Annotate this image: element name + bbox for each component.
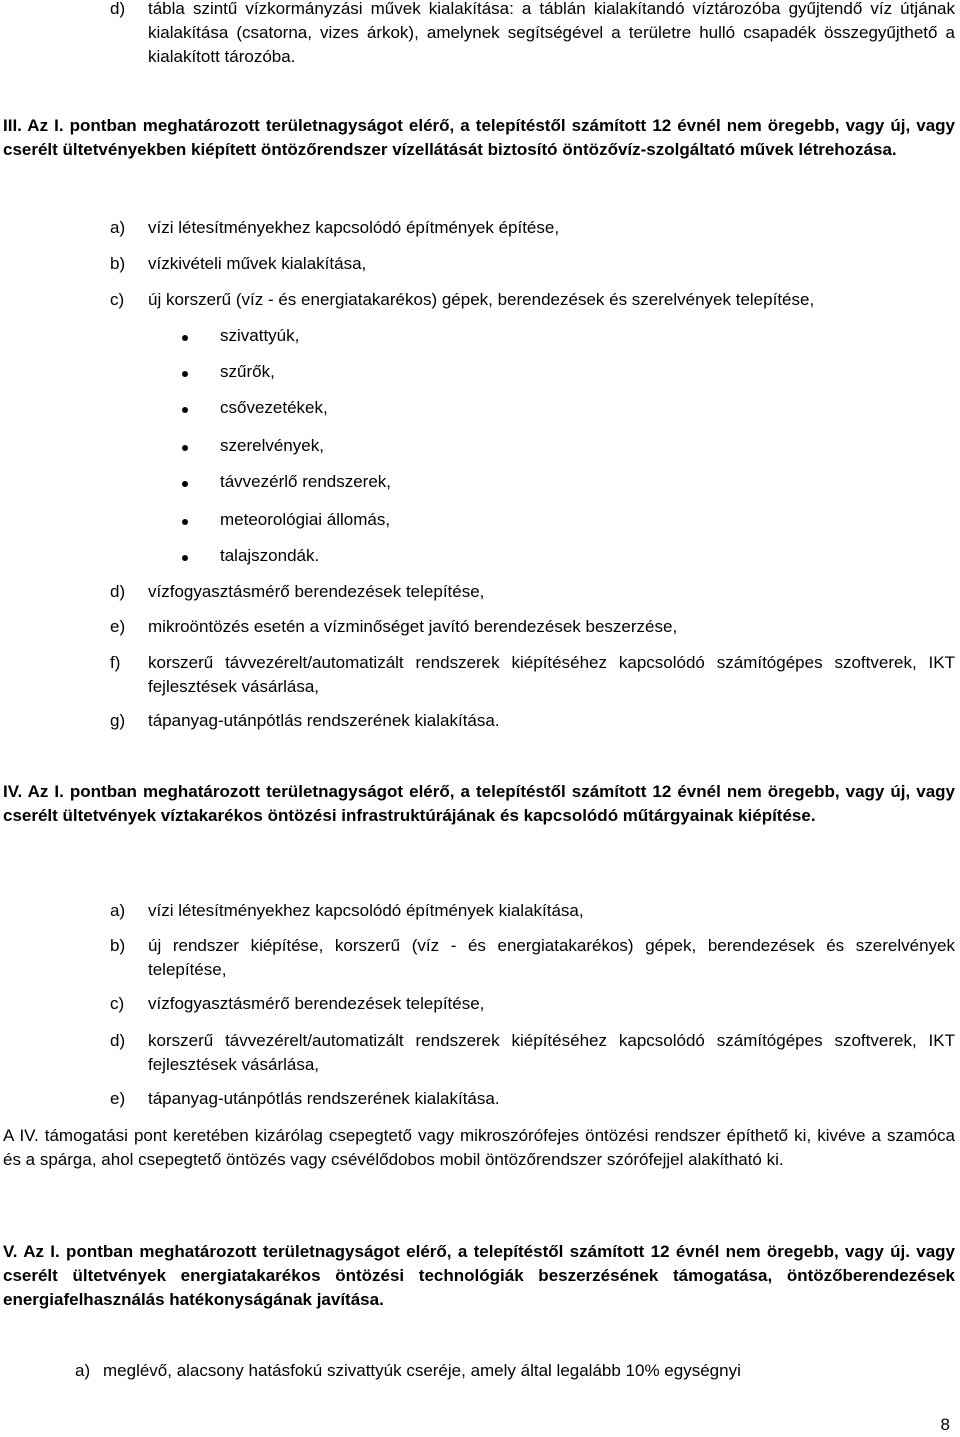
list-item-label: a) xyxy=(110,218,126,237)
list-item-label: c) xyxy=(110,994,125,1013)
list-item-label: e) xyxy=(110,1089,126,1108)
section-iii-heading: III. Az I. pontban meghatározott területnagyságot elérő, a telepítéstől számított 12 évnél nem öregebb, vagy új, vagy cserélt ültetvényekben kiépített öntözőrendszer vízellátását biztosító öntözővíz-szolgáltató művek létrehozása. xyxy=(3,116,955,159)
list-item-text: vízfogyasztásmérő berendezések telepítése, xyxy=(148,994,485,1013)
bullet-item xyxy=(182,470,955,494)
bullet-icon xyxy=(182,335,188,341)
list-item-text: új korszerű (víz - és energiatakarékos) gépek, berendezések és szerelvények telepítése, xyxy=(148,290,815,309)
list-item-label: b) xyxy=(110,254,126,273)
list-item-text: vízfogyasztásmérő berendezések telepítése, xyxy=(148,582,485,601)
list-item xyxy=(110,1087,955,1111)
bullet-icon xyxy=(182,519,188,525)
list-item xyxy=(110,216,955,240)
bullet-text: szivattyúk, xyxy=(220,326,300,345)
list-item-text: vízi létesítményekhez kapcsolódó építmények kialakítása, xyxy=(148,901,584,920)
bullet-text: távvezérlő rendszerek, xyxy=(220,472,392,491)
bullet-text: szűrők, xyxy=(220,362,275,381)
list-item-label: d) xyxy=(110,582,126,601)
list-item-label: g) xyxy=(110,711,126,730)
list-item xyxy=(110,899,955,923)
list-item-text: mikroöntözés esetén a vízminőséget javító berendezések beszerzése, xyxy=(148,617,678,636)
bullet-item xyxy=(182,508,955,532)
bullet-icon xyxy=(182,445,188,451)
list-item xyxy=(110,580,955,604)
list-item xyxy=(110,252,955,276)
list-item-text: vízi létesítményekhez kapcsolódó építmények építése, xyxy=(148,218,560,237)
bullet-icon xyxy=(182,555,188,561)
list-item xyxy=(75,1359,955,1383)
list-item xyxy=(110,615,955,639)
section-v-heading: V. Az I. pontban meghatározott területnagyságot elérő, a telepítéstől számított 12 évnél nem öregebb, vagy új. vagy cserélt ültetvények energiatakarékos öntözési technológiák beszerzésének támogatása, öntözőberendezések energiafelhasználás hatékonyságának javítása. xyxy=(3,1242,955,1309)
bullet-icon xyxy=(182,371,188,377)
list-item-label: d) xyxy=(110,1031,126,1050)
list-item-label: c) xyxy=(110,290,125,309)
list-item xyxy=(110,1029,955,1077)
list-item-label: e) xyxy=(110,617,126,636)
list-item xyxy=(110,992,955,1016)
bullet-icon xyxy=(182,481,188,487)
list-item-text: meglévő, alacsony hatásfokú szivattyúk cseréje, amely által legalább 10% egységnyi xyxy=(103,1361,741,1380)
bullet-item xyxy=(182,544,955,568)
bullet-item xyxy=(182,396,955,420)
bullet-text: szerelvények, xyxy=(220,436,324,455)
list-item-d-top xyxy=(110,0,955,69)
list-item-label: d) xyxy=(110,0,126,18)
list-item-text: új rendszer kiépítése, korszerű (víz - és energiatakarékos) gépek, berendezések és szerelvények telepítése, xyxy=(148,936,955,979)
list-item-text: vízkivételi művek kialakítása, xyxy=(148,254,367,273)
bullet-item xyxy=(182,360,955,384)
list-item-label: f) xyxy=(110,653,121,672)
bullet-item xyxy=(182,324,955,348)
bullet-item xyxy=(182,434,955,458)
page-number: 8 xyxy=(940,1415,950,1434)
list-item xyxy=(110,934,955,982)
list-item-text: tábla szintű vízkormányzási művek kialakítása: a táblán kialakítandó víztározóba gyűjtendő víz útjának kialakítása (csatorna, vizes árkok), amelynek segítségével a területre hulló csapadék összegyűjthető a kialakított tározóba. xyxy=(148,0,955,66)
list-item-text: tápanyag-utánpótlás rendszerének kialakítása. xyxy=(148,711,500,730)
list-item xyxy=(110,709,955,733)
bullet-text: talajszondák. xyxy=(220,546,320,565)
list-item xyxy=(110,288,955,312)
bullet-text: meteorológiai állomás, xyxy=(220,510,391,529)
bullet-text: csővezetékek, xyxy=(220,398,328,417)
list-item-text: tápanyag-utánpótlás rendszerének kialakítása. xyxy=(148,1089,500,1108)
list-item-label: a) xyxy=(75,1361,91,1380)
list-item-text: korszerű távvezérelt/automatizált rendszerek kiépítéséhez kapcsolódó számítógépes szoftverek, IKT fejlesztések vásárlása, xyxy=(148,1031,955,1074)
list-item-label: b) xyxy=(110,936,126,955)
list-item-text: korszerű távvezérelt/automatizált rendszerek kiépítéséhez kapcsolódó számítógépes szoftverek, IKT fejlesztések vásárlása, xyxy=(148,653,955,696)
section-iv-note: A IV. támogatási pont keretében kizárólag csepegtető vagy mikroszórófejes öntözési rendszer építhető ki, kivéve a szamóca és a spárga, ahol csepegtető öntözés vagy csévélődobos mobil öntözőrendszer szórófejjel alakítható ki. xyxy=(3,1126,955,1169)
list-item-label: a) xyxy=(110,901,126,920)
bullet-icon xyxy=(182,407,188,413)
list-item xyxy=(110,651,955,699)
section-iv-heading: IV. Az I. pontban meghatározott területnagyságot elérő, a telepítéstől számított 12 évnél nem öregebb, vagy új, vagy cserélt ültetvények víztakarékos öntözési infrastruktúrájának és kapcsolódó műtárgyainak kiépítése. xyxy=(3,782,955,825)
